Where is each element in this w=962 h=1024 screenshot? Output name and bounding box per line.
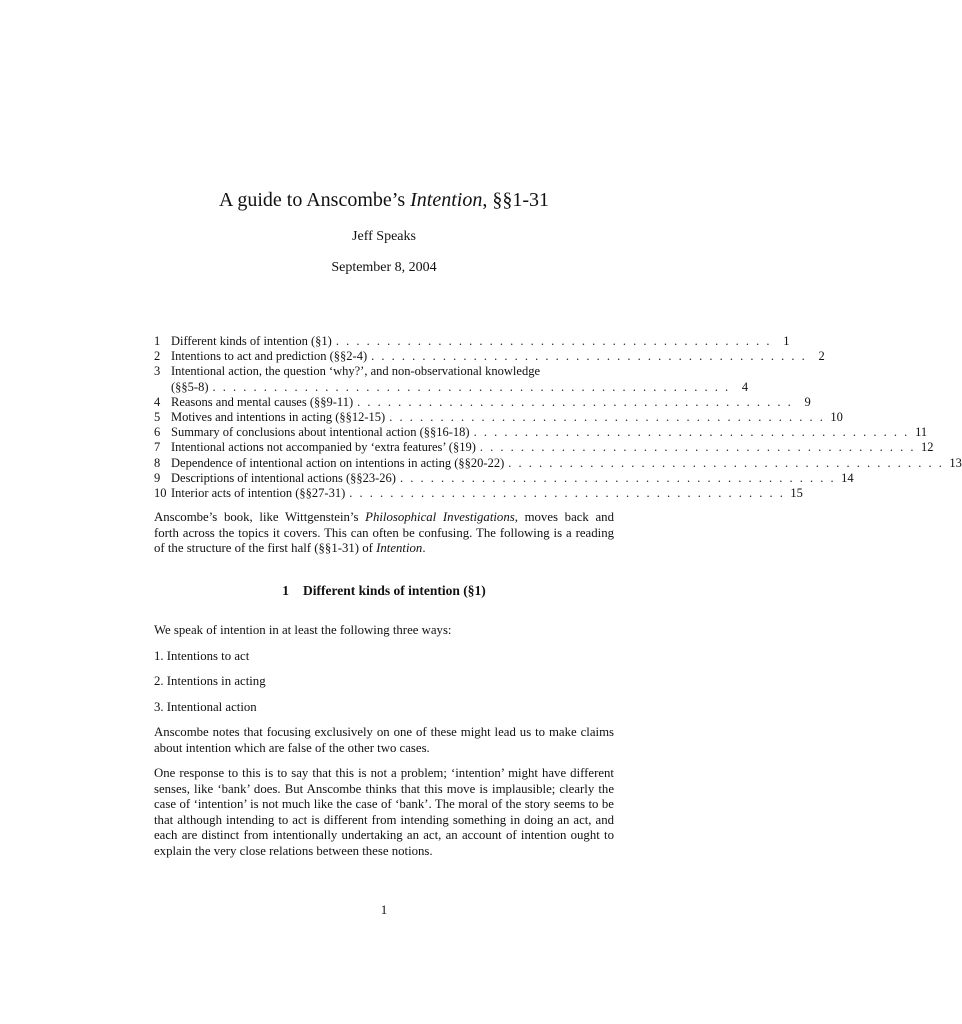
toc-leader-dots: . . . . . . . . . . . . . . . . . . . . . . . . . . . . . . . . . . . . . . . . . . . — [479, 440, 916, 455]
table-of-contents — [154, 334, 962, 501]
intro-text: Anscombe’s book, like Wittgenstein’s — [154, 510, 366, 524]
toc-title: Different kinds of intention (§1) — [171, 334, 332, 348]
toc-leader-dots: . . . . . . . . . . . . . . . . . . . . . . . . . . . . . . . . . . . . . . . . . . . — [399, 470, 836, 485]
toc-number: 5 — [154, 410, 161, 425]
toc-page: 1 — [783, 334, 790, 348]
toc-title: Reasons and mental causes (§§9-11) — [171, 394, 354, 409]
toc-page: 9 — [804, 394, 811, 409]
toc-number: 3 — [154, 364, 161, 379]
toc-page: 10 — [830, 410, 843, 425]
toc-number: 4 — [154, 394, 161, 409]
section-number: 1 — [282, 583, 289, 598]
toc-leader-dots: . . . . . . . . . . . . . . . . . . . . . . . . . . . . . . . . . . . . . . . . . . . — [508, 455, 944, 470]
section-title: Different kinds of intention (§1) — [302, 583, 486, 598]
toc-leader-dots: . . . . . . . . . . . . . . . . . . . . . . . . . . . . . . . . . . . . . . . . . . . . . . . . . . . — [212, 379, 731, 394]
toc-leader-dots: . . . . . . . . . . . . . . . . . . . . . . . . . . . . . . . . . . . . . . . . . . . — [349, 486, 785, 501]
toc-number: 7 — [154, 440, 161, 455]
toc-number: 10 — [154, 486, 167, 501]
toc-page: 4 — [741, 379, 749, 394]
toc-entry[interactable] — [154, 425, 928, 440]
body-paragraph: Anscombe notes that focusing exclusively on one of these might lead us to make claims about intention which are false of the other two cases. — [154, 725, 614, 755]
toc-page: 13 — [949, 455, 962, 470]
toc-title: Motives and intentions in acting (§§12-15) — [171, 410, 386, 425]
toc-title: Intentional action, the question ‘why?’, and non-observational knowledge — [171, 364, 540, 379]
toc-leader-dots: . . . . . . . . . . . . . . . . . . . . . . . . . . . . . . . . . . . . . . . . . . . — [371, 349, 807, 364]
toc-entry[interactable] — [154, 334, 790, 349]
toc-number: 8 — [154, 455, 161, 470]
title-prefix: A guide to Anscombe’s — [219, 189, 411, 211]
toc-number: 6 — [154, 425, 161, 440]
toc-entry[interactable] — [154, 440, 934, 455]
toc-leader-dots: . . . . . . . . . . . . . . . . . . . . . . . . . . . . . . . . . . . . . . . . . . . — [389, 410, 825, 425]
toc-entry-continuation[interactable] — [154, 379, 749, 395]
toc-title: Dependence of intentional action on intentions in acting (§§20-22) — [171, 455, 505, 470]
toc-leader-dots: . . . . . . . . . . . . . . . . . . . . . . . . . . . . . . . . . . . . . . . . . . . — [473, 425, 910, 440]
intro-italic-title: Intention — [376, 541, 423, 555]
toc-entry[interactable] — [154, 470, 854, 486]
title-suffix: , §§1-31 — [482, 189, 549, 211]
toc-entry[interactable] — [154, 455, 962, 471]
intro-text: , moves back and forth across the topics it covers. This can often be confusing. The following is a reading of the structure of the first half (§§1-31) of — [154, 510, 614, 555]
body-paragraph: One response to this is to say that this is not a problem; ‘intention’ might have different senses, like ‘bank’ does. But Anscombe thinks that this move is implausible; clearly the case of ‘intention’ is not much like the case of ‘bank’. The moral of the story seems to be that although intending to act is different from intending something in doing an act, and each are distinct from intentionally undertaking an act, an account of intention ought to explain the very close relations between these notions. — [154, 766, 614, 858]
toc-page: 2 — [818, 349, 825, 364]
toc-page: 15 — [790, 486, 803, 501]
toc-page: 12 — [920, 440, 934, 455]
toc-entry[interactable] — [154, 410, 843, 425]
toc-page: 14 — [841, 470, 854, 485]
toc-entry[interactable] — [154, 349, 825, 364]
toc-entry[interactable] — [154, 394, 811, 410]
document-title — [0, 186, 768, 214]
list-item: 2. Intentions in acting — [154, 674, 266, 688]
toc-number: 1 — [154, 334, 161, 348]
author-name: Jeff Speaks — [352, 229, 416, 244]
toc-number: 2 — [154, 349, 161, 364]
list-item: 3. Intentional action — [154, 700, 257, 714]
toc-entry[interactable] — [154, 486, 803, 501]
toc-leader-dots: . . . . . . . . . . . . . . . . . . . . . . . . . . . . . . . . . . . . . . . . . . . — [335, 334, 772, 348]
body-paragraph: We speak of intention in at least the following three ways: — [154, 623, 452, 637]
section-heading — [0, 583, 768, 599]
list-item: 1. Intentions to act — [154, 649, 250, 663]
intro-text: . — [422, 541, 426, 555]
toc-title: Descriptions of intentional actions (§§23-26) — [171, 470, 396, 485]
toc-title: Interior acts of intention (§§27-31) — [171, 486, 346, 501]
title-italic: Intention — [410, 189, 483, 211]
toc-leader-dots: . . . . . . . . . . . . . . . . . . . . . . . . . . . . . . . . . . . . . . . . . . . — [357, 394, 793, 409]
toc-title: Intentions to act and prediction (§§2-4) — [171, 349, 368, 364]
toc-title: Intentional actions not accompanied by ‘extra features’ (§19) — [171, 440, 476, 455]
document-date: September 8, 2004 — [331, 260, 437, 275]
intro-italic-title: Philosophical Investigations — [365, 510, 515, 524]
page-number: 1 — [380, 902, 388, 917]
intro-paragraph — [154, 510, 614, 557]
toc-page: 11 — [915, 425, 928, 440]
toc-title: Summary of conclusions about intentional action (§§16-18) — [171, 425, 470, 440]
toc-entry[interactable] — [154, 364, 614, 379]
toc-title: (§§5-8) — [171, 379, 209, 394]
toc-number: 9 — [154, 470, 161, 485]
